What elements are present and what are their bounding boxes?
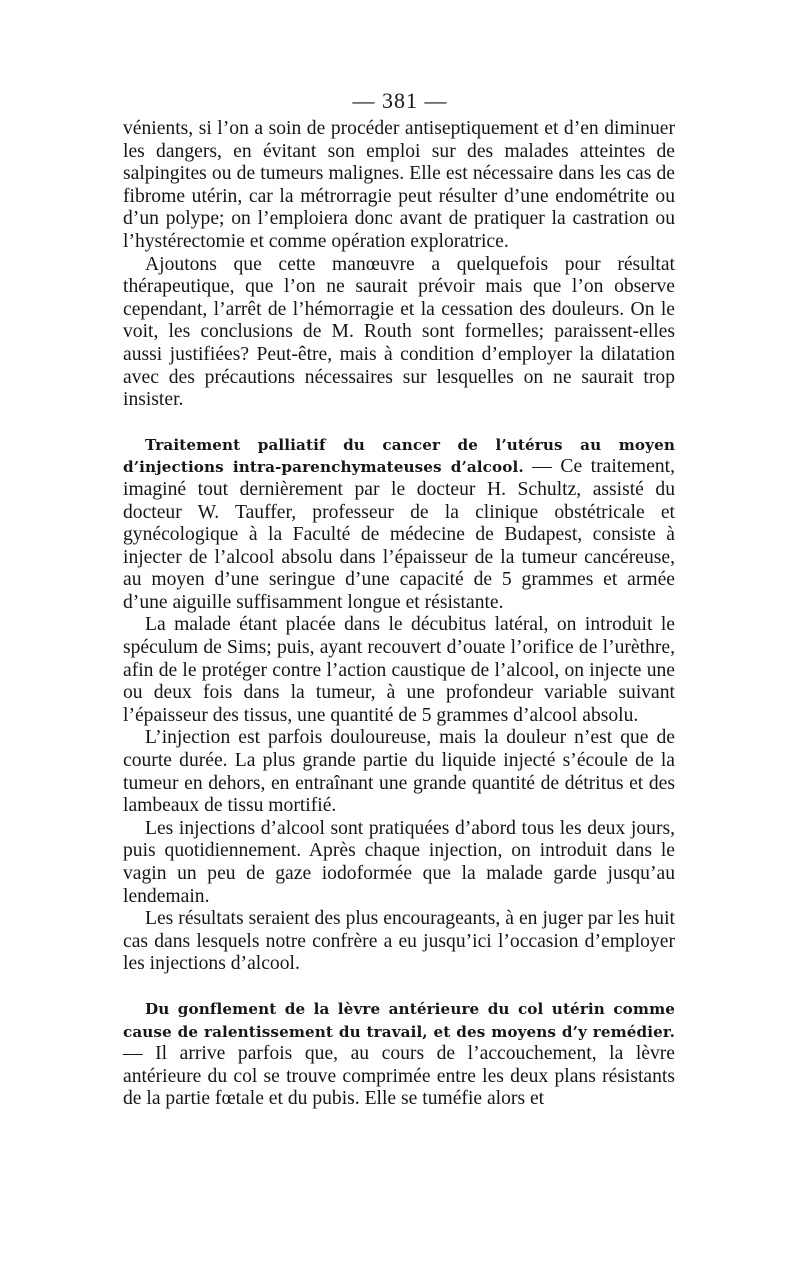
section-heading: Traitement palliatif du cancer de l’utérus au moyen d’injections intra-parenchymateuses d’alcool. (123, 435, 675, 477)
paragraph: vénients, si l’on a soin de procéder antiseptiquement et d’en diminuer les dangers, en évitant son emploi sur des malades atteintes de salpingites ou de tumeurs malignes. Elle est nécessaire dans les cas de fibrome utérin, car la métrorragie peut résulter d’une endométrite ou d’un polype; on l’emploiera donc avant de pratiquer la castration ou l’hystérectomie et comme opération exploratrice. (123, 118, 675, 252)
section-intro-paragraph (123, 434, 675, 615)
paragraph: Les injections d’alcool sont pratiquées d’abord tous les deux jours, puis quotidiennement. Après chaque injection, on introduit dans le vagin un peu de gaze iodoformée que la malade garde jusqu’au lendemain. (123, 817, 675, 907)
section-heading: Du gonflement de la lèvre antérieure du col utérin comme cause de ralentissement du travail, et des moyens d’y remédier. (123, 999, 675, 1041)
section-intro-text: — Il arrive parfois que, au cours de l’accouchement, la lèvre antérieure du col se trouve comprimée entre les deux plans résistants de la partie fœtale et du pubis. Elle se tuméfie alors et (123, 1043, 675, 1110)
paragraph: Les résultats seraient des plus encourageants, à en juger par les huit cas dans lesquels notre confrère a eu jusqu’ici l’occasion d’employer les injections d’alcool. (123, 908, 675, 975)
body-text (123, 118, 675, 1111)
paragraph: L’injection est parfois douloureuse, mais la douleur n’est que de courte durée. La plus grande partie du liquide injecté s’écoule de la tumeur en dehors, en entraînant une grande quantité de détritus et des lambeaux de tissu mortifié. (123, 727, 675, 817)
paragraph: Ajoutons que cette manœuvre a quelquefois pour résultat thérapeutique, que l’on ne saurait prévoir mais que l’on observe cependant, l’arrêt de l’hémorragie et la cessation des douleurs. On le voit, les conclusions de M. Routh sont formelles; paraissent-elles aussi justifiées? Peut-être, mais à condition d’employer la dilatation avec des précautions nécessaires sur lesquelles on ne saurait trop insister. (123, 253, 675, 411)
section-intro-text: — Ce traitement, imaginé tout dernièrement par le docteur H. Schultz, assisté du docteur W. Tauffer, professeur de la clinique obstétricale et gynécologique à la Faculté de médecine de Budapest, consiste à injecter de l’alcool absolu dans l’épaisseur de la tumeur cancéreuse, au moyen d’une seringue d’une capacité de 5 grammes et armée d’une aiguille suffisamment longue et résistante. (123, 456, 676, 613)
section-intro-paragraph (123, 998, 675, 1111)
paragraph: La malade étant placée dans le décubitus latéral, on introduit le spéculum de Sims; puis, ayant recouvert d’ouate l’orifice de l’urèthre, afin de le protéger contre l’action caustique de l’alcool, on injecte une ou deux fois dans la tumeur, à une profondeur variable suivant l’épaisseur des tissus, une quantité de 5 grammes d’alcool absolu. (123, 614, 675, 726)
page-number: — 381 — (352, 88, 448, 113)
